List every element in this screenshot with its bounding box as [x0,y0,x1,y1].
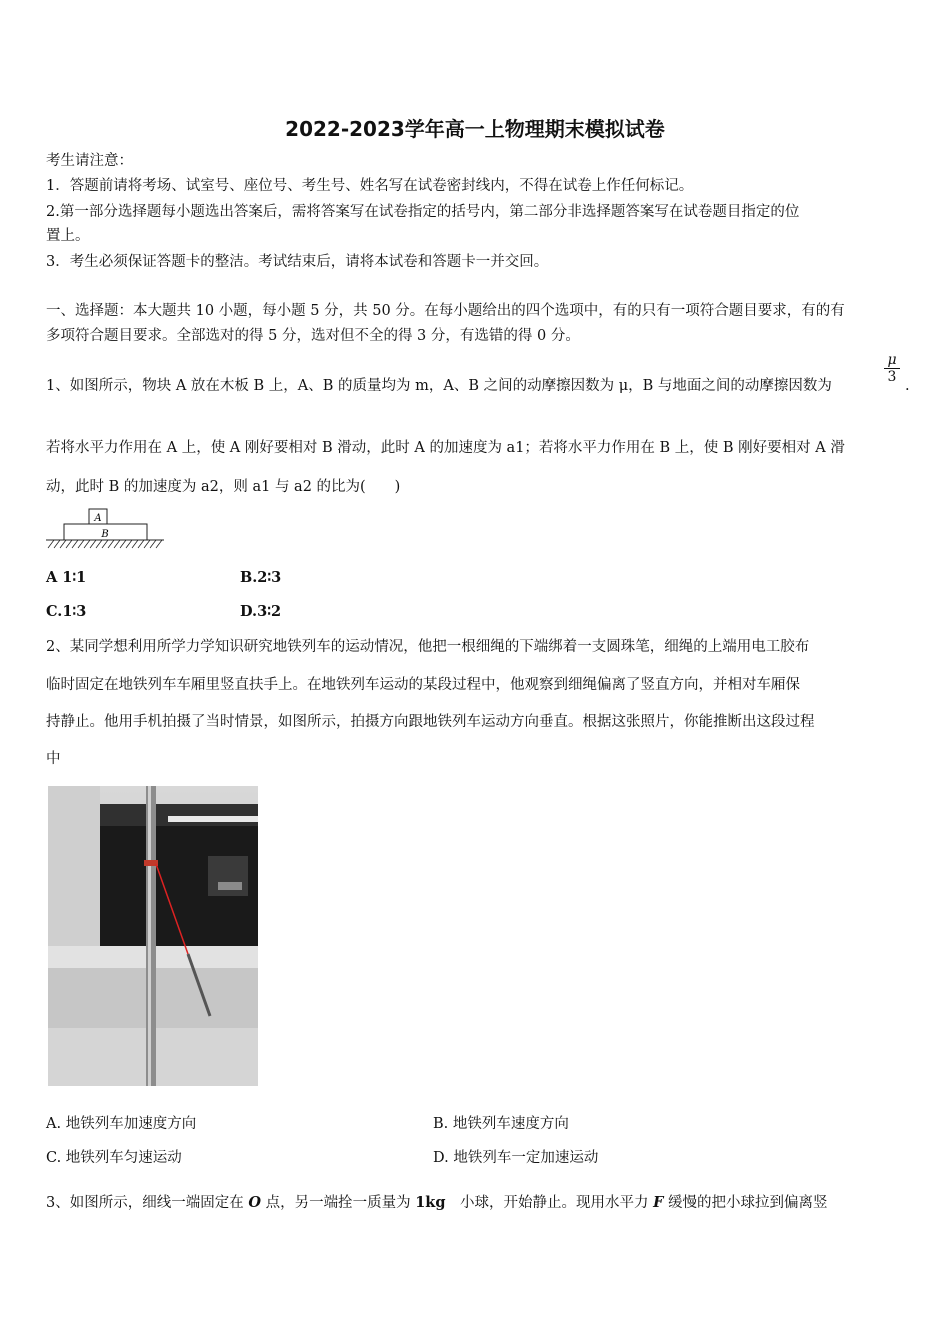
notice-item-3: 3．考生必须保证答题卡的整洁。考试结束后，请将本试卷和答题卡一并交回。 [46,254,549,270]
q1-end-dot: . [905,378,910,394]
q2-stem-line-1: 2、某同学想利用所学力学知识研究地铁列车的运动情况，他把一根细绳的下端绑着一支圆珠笔，细绳的上端用电工胶布 [46,639,810,655]
q3-text-4: 缓慢的把小球拉到偏离竖 [663,1195,828,1211]
block-a-label: A [94,513,102,524]
q1-fraction [884,352,900,385]
q1-option-b: B.2∶3 [240,569,282,586]
q2-option-d: D. 地铁列车一定加速运动 [433,1150,599,1166]
notice-item-2-line-1: 2.第一部分选择题每小题选出答案后，需将答案写在试卷指定的括号内，第二部分非选择题答案写在试卷题目指定的位 [46,204,800,220]
q2-stem-line-3: 持静止。他用手机拍摄了当时情景，如图所示，拍摄方向跟地铁列车运动方向垂直。根据这张照片，你能推断出这段过程 [46,714,815,730]
q1-block-diagram [46,506,168,552]
ground-hatching [48,540,162,548]
q1-stem-line-1: 1、如图所示，物块 A 放在木板 B 上，A、B 的质量均为 m，A、B 之间的动摩擦因数为 μ，B 与地面之间的动摩擦因数为 [46,378,832,394]
q1-stem-line-3: 动，此时 B 的加速度为 a2，则 a1 与 a2 的比为( ) [46,479,401,495]
q1-option-d: D.3∶2 [240,603,282,620]
q3-point-o: O [248,1194,261,1211]
q3-text-1: 3、如图所示，细线一端固定在 [46,1195,249,1211]
q2-stem-line-2: 临时固定在地铁列车车厢里竖直扶手上。在地铁列车运动的某段过程中，他观察到细绳偏离了竖直方向，并相对车厢保 [46,677,800,693]
q3-stem-line-1 [46,1193,828,1213]
q1-option-c: C.1∶3 [46,603,87,620]
page-title: 2022-2023学年高一上物理期末模拟试卷 [285,117,665,141]
q2-option-a: A. 地铁列车加速度方向 [46,1116,197,1132]
q2-stem-line-4: 中 [46,751,61,767]
notice-item-2-line-2: 置上。 [46,228,90,244]
q1-fraction-denominator: 3 [887,369,897,385]
q3-force-f: F [653,1194,664,1211]
q1-stem-line-2: 若将水平力作用在 A 上，使 A 刚好要相对 B 滑动，此时 A 的加速度为 a1；若将水平力作用在 B 上，使 B 刚好要相对 A 滑 [46,440,845,456]
notice-heading: 考生请注意： [46,153,133,169]
board-b-label: B [101,529,109,540]
q3-mass: 1kg [415,1194,446,1211]
subway-photo [48,786,258,1086]
q3-text-3: 小球，开始静止。现用水平力 [445,1195,654,1211]
q2-option-c: C. 地铁列车匀速运动 [46,1150,182,1166]
q1-option-a: A 1∶1 [46,569,87,586]
q3-text-2: 点，另一端拴一质量为 [260,1195,416,1211]
q2-option-b: B. 地铁列车速度方向 [433,1116,569,1132]
notice-item-1: 1．答题前请将考场、试室号、座位号、考生号、姓名写在试卷密封线内，不得在试卷上作任何标记。 [46,178,694,194]
section-1-instructions-line-1: 一、选择题：本大题共 10 小题，每小题 5 分，共 50 分。在每小题给出的四个选项中，有的只有一项符合题目要求，有的有 [46,303,845,319]
q1-fraction-numerator: μ [884,352,900,369]
section-1-instructions-line-2: 多项符合题目要求。全部选对的得 5 分，选对但不全的得 3 分，有选错的得 0 分。 [46,328,580,344]
